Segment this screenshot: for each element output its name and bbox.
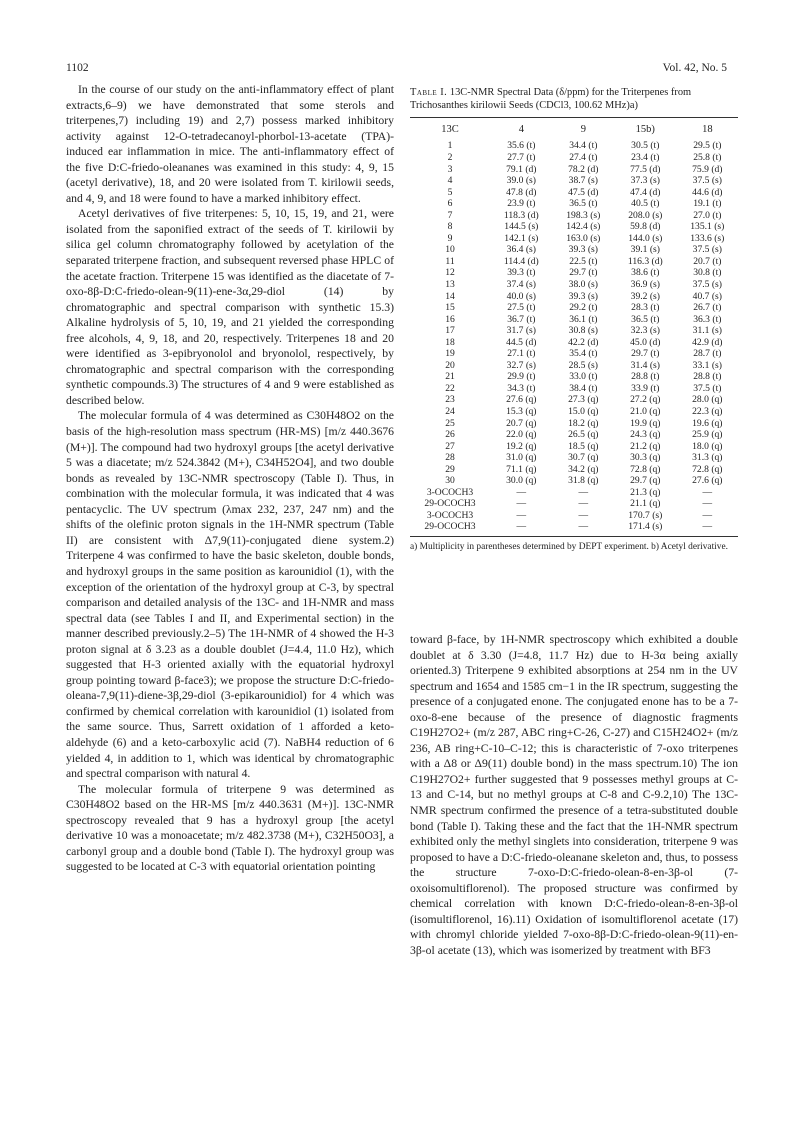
row-label: 13: [445, 278, 455, 290]
table-row: [410, 429, 738, 441]
table-cell: 39.3 (s): [568, 290, 598, 302]
table-cell: 28.0 (q): [692, 394, 723, 406]
table-row: [410, 233, 738, 245]
table-cell: —: [578, 498, 589, 510]
nmr-table: [410, 118, 738, 533]
table-row: [410, 510, 738, 522]
table-cell: 170.7 (s): [628, 509, 663, 521]
row-label: 6: [447, 198, 453, 210]
table-row: [410, 279, 738, 291]
table-cell: 27.5 (t): [507, 302, 536, 314]
table-cell: 29.7 (t): [569, 267, 598, 279]
table-cell: 78.2 (d): [568, 163, 599, 175]
column-header: 9: [580, 123, 586, 135]
table-cell: 37.4 (s): [506, 278, 536, 290]
row-label: 11: [445, 255, 455, 267]
table-cell: 28.7 (t): [693, 348, 722, 360]
table-cell: 38.4 (t): [569, 382, 598, 394]
row-label: 7: [447, 209, 453, 221]
table-cell: 72.8 (q): [692, 463, 723, 475]
table-cell: 35.6 (t): [507, 140, 536, 152]
row-label: 30: [445, 475, 455, 487]
table-cell: 18.2 (q): [568, 417, 599, 429]
table-cell: 33.1 (s): [692, 359, 722, 371]
table-cell: 27.6 (q): [692, 475, 723, 487]
paragraph: toward β-face, by 1H-NMR spectroscopy which exhibited a double doublet at δ 3.30 (J=4.8, 11.7 Hz) due to H-3α being axially oriented.3) Triterpene 9 exhibited absorptions at 254 nm in the UV spectrum and 1654 and 1585 cm−1 in the IR spectrum, suggesting the presence of a conjugated enone. The conjugated enone has to be a 7-oxo-8-ene because of the presence of diagnostic fragments C19H27O2+ (m/z 287, ABC ring+C-26, C-27) and C15H24O2+ (m/z 236, AB ring+C-10–C-12; this is characteristic of 7-oxo triterpenes with a Δ8 or Δ9(11) double bond) in the mass spectrum.10) The ion C19H27O2+ further suggested that 9 possesses methyl groups at C-13 and C-14, but no methyl groups at C-8 and C-9.2,10) The 13C-NMR spectrum confirmed the presence of a tetra-substituted double bond (Table I). Taking these and the fact that the 1H-NMR spectrum exhibited only the methyl singlets into consideration, triterpene 9 was proposed to have a D:C-friedo-oleanane skeleton and, thus, to possess the structure 7-oxo-D:C-friedo-olean-8-en-3β-ol (7-oxoisomultiflorenol). The proposed structure was confirmed by chemical correlation with known D:C-friedo-olean-8-en-3β-ol (isomultiflorenol, 16).11) Oxidation of isomultiflorenol acetate (17) with chromyl chloride yielded 7-oxo-8β-D:C-friedo-olean-9(11)-en-3β-ol acetate (13), which was isomerized by treatment with BF3: [410, 633, 738, 957]
table-cell: 29.9 (t): [507, 371, 536, 383]
table-cell: 144.0 (s): [628, 232, 663, 244]
paragraph: The molecular formula of 4 was determined as C30H48O2 on the basis of the high-resolution mass spectrum (HR-MS) [m/z 440.3676 (M+)]. The compound had two hydroxyl groups [the acetyl derivative 5 was a diacetate; m/z 524.3842 (M+), C34H52O4], and two double bonds as revealed by 13C-NMR spectroscopy (Table I). Thus, in combination with the molecular formula, it was indicated that 4 was pentacyclic. The UV spectrum (λmax 232, 237, 247 nm) and the shifts of the olefinic proton signals in the 1H-NMR spectrum (Table II) are consistent with Δ7,9(11)-conjugated diene system.2) Triterpene 4 was confirmed to have the basic skeleton, double bonds, and hydroxyl groups in the same position as karounidiol (1), with the exception of the orientation of the hydroxyl group at C-3, by spectral comparison and detailed analysis of the 13C- and 1H-NMR and mass spectral data (see Tables I and II, and Experimental section) in the manner described previously.2–5) The 1H-NMR of 4 showed the H-3 proton signal at δ 3.23 as a double doublet (J=4.4, 11.0 Hz), which suggested that H-3 oriented axially with the equatorial hydroxyl group pointing toward β-face3); we propose the structure D:C-friedo-oleana-7,9(11)-diene-3β,29-diol (3-epikarounidiol) for 4 which was confirmed by chemical correlation with karounidiol (1) isolated from the same source. Thus, Sarrett oxidation of 1 afforded a keto-aldehyde (6) and a keto-carboxylic acid (7). NaBH4 reduction of 6 yielded 4, in addition to 1, which was identical by chromatographic and spectral comparison with natural 4.: [66, 409, 394, 781]
row-label: 29-OCOCH3: [424, 521, 476, 533]
table-cell: 36.3 (t): [693, 313, 722, 325]
table-cell: 33.9 (t): [631, 382, 660, 394]
table-cell: —: [702, 521, 713, 533]
table-cell: 19.6 (q): [692, 417, 723, 429]
table-row: [410, 244, 738, 256]
table-cell: 37.3 (s): [630, 175, 660, 187]
table-cell: 31.0 (q): [506, 452, 537, 464]
table-cell: 23.4 (t): [631, 151, 660, 163]
table-body: [410, 140, 738, 533]
table-cell: 15.0 (q): [568, 405, 599, 417]
row-label: 21: [445, 371, 455, 383]
table-bottom-rule: [410, 536, 738, 537]
table-cell: 22.5 (t): [569, 255, 598, 267]
row-label: 16: [445, 313, 455, 325]
table-cell: 39.1 (s): [630, 244, 660, 256]
table-cell: 30.0 (q): [506, 475, 537, 487]
table-row: [410, 498, 738, 510]
table-caption-text: 13C-NMR Spectral Data (δ/ppm) for the Triterpenes from Trichosanthes kirilowii Seeds (CDCl3, 100.62 MHz)a): [410, 87, 692, 112]
table-cell: 77.5 (d): [630, 163, 661, 175]
table-row: [410, 152, 738, 164]
table-cell: 34.3 (t): [507, 382, 536, 394]
table-row: [410, 198, 738, 210]
table-row: [410, 325, 738, 337]
table-cell: 31.4 (s): [630, 359, 660, 371]
table-cell: 24.3 (q): [630, 429, 661, 441]
table-cell: 25.9 (q): [692, 429, 723, 441]
table-cell: 31.7 (s): [506, 325, 536, 337]
table-row: [410, 175, 738, 187]
table-cell: 79.1 (d): [506, 163, 537, 175]
table-cell: 116.3 (d): [627, 255, 663, 267]
table-cell: 20.7 (q): [506, 417, 537, 429]
table-cell: 26.7 (t): [693, 302, 722, 314]
table-cell: 29.2 (t): [569, 302, 598, 314]
table-cell: 118.3 (d): [503, 209, 539, 221]
table-cell: 27.2 (q): [630, 394, 661, 406]
table-cell: 208.0 (s): [628, 209, 663, 221]
table-cell: 38.0 (s): [568, 278, 598, 290]
row-label: 29-OCOCH3: [424, 498, 476, 510]
table-cell: 142.4 (s): [566, 221, 601, 233]
row-label: 9: [447, 232, 453, 244]
row-label: 15: [445, 302, 455, 314]
table-cell: 22.3 (q): [692, 405, 723, 417]
table-cell: 59.8 (d): [630, 221, 661, 233]
table-cell: 34.4 (t): [569, 140, 598, 152]
row-label: 10: [445, 244, 455, 256]
table-row: [410, 267, 738, 279]
table-cell: —: [578, 521, 589, 533]
table-cell: 40.7 (s): [692, 290, 722, 302]
table-row: [410, 394, 738, 406]
table-cell: 27.6 (q): [506, 394, 537, 406]
table-row: [410, 418, 738, 430]
row-label: 17: [445, 325, 455, 337]
table-cell: 37.5 (s): [692, 244, 722, 256]
table-row: [410, 291, 738, 303]
row-label: 4: [447, 175, 453, 187]
table-cell: 28.8 (t): [631, 371, 660, 383]
column-header: 4: [518, 123, 524, 135]
table-row: [410, 406, 738, 418]
table-cell: 30.3 (q): [630, 452, 661, 464]
table-cell: 114.4 (d): [503, 255, 539, 267]
table-cell: 72.8 (q): [630, 463, 661, 475]
left-column: [66, 82, 394, 875]
table-cell: 44.5 (d): [506, 336, 537, 348]
column-header: 13C: [441, 123, 459, 135]
table-cell: 47.4 (d): [630, 186, 661, 198]
table-cell: —: [516, 521, 527, 533]
table-cell: 40.0 (s): [506, 290, 536, 302]
row-label: 27: [445, 440, 455, 452]
table-cell: 163.0 (s): [566, 232, 601, 244]
table-cell: 18.0 (q): [692, 440, 723, 452]
volume-info: Vol. 42, No. 5: [662, 62, 727, 74]
table-cell: 30.7 (q): [568, 452, 599, 464]
table-row: [410, 360, 738, 372]
table-cell: 47.5 (d): [568, 186, 599, 198]
table-cell: 26.5 (q): [568, 429, 599, 441]
row-label: 20: [445, 359, 455, 371]
table-cell: 39.3 (s): [568, 244, 598, 256]
table-row: [410, 314, 738, 326]
table-cell: 40.5 (t): [631, 198, 660, 210]
row-label: 5: [447, 186, 453, 198]
table-cell: 36.4 (s): [506, 244, 536, 256]
table-cell: 39.0 (s): [506, 175, 536, 187]
table-row: [410, 487, 738, 499]
table-row: [410, 475, 738, 487]
table-cell: 31.8 (q): [568, 475, 599, 487]
table-cell: 36.1 (t): [569, 313, 598, 325]
table-cell: 45.0 (d): [630, 336, 661, 348]
page-number: 1102: [66, 62, 89, 74]
table-cell: 28.5 (s): [568, 359, 598, 371]
column-header: 18: [702, 123, 713, 135]
table-cell: 28.3 (t): [631, 302, 660, 314]
row-label: 8: [447, 221, 453, 233]
table-cell: 71.1 (q): [506, 463, 537, 475]
table-cell: 27.7 (t): [507, 151, 536, 163]
table-cell: 42.2 (d): [568, 336, 599, 348]
row-label: 1: [447, 140, 453, 152]
table-cell: —: [516, 498, 527, 510]
paragraph: The molecular formula of triterpene 9 was determined as C30H48O2 based on the HR-MS [m/z 440.3631 (M+)]. 13C-NMR spectroscopy revealed that 9 has a hydroxyl group [the acetyl derivative 10 was a monoacetate; m/z 482.3738 (M+), C32H50O3], a carbonyl group and a double bond (Table I). The hydroxyl group was suggested to be located at C-3 with equatorial orientation pointing: [66, 782, 394, 874]
table-cell: 36.9 (s): [630, 278, 660, 290]
table-row: [410, 464, 738, 476]
table-cell: 135.1 (s): [690, 221, 725, 233]
table-cell: 198.3 (s): [566, 209, 601, 221]
table-cell: 29.7 (q): [630, 475, 661, 487]
table-cell: 18.5 (q): [568, 440, 599, 452]
table-cell: 39.3 (t): [507, 267, 536, 279]
table-cell: 42.9 (d): [692, 336, 723, 348]
table-row: [410, 187, 738, 199]
table-cell: 36.5 (t): [631, 313, 660, 325]
table-cell: —: [578, 486, 589, 498]
row-label: 14: [445, 290, 455, 302]
table-1: [410, 86, 738, 553]
table-cell: 30.8 (s): [568, 325, 598, 337]
table-cell: 19.2 (q): [506, 440, 537, 452]
table-cell: 21.3 (q): [630, 486, 661, 498]
row-label: 3: [447, 163, 453, 175]
table-cell: 30.5 (t): [631, 140, 660, 152]
table-cell: 19.9 (q): [630, 417, 661, 429]
table-cell: 37.5 (t): [693, 382, 722, 394]
table-cell: 27.4 (t): [569, 151, 598, 163]
table-caption: [410, 86, 738, 112]
table-cell: 27.0 (t): [693, 209, 722, 221]
table-cell: 15.3 (q): [506, 405, 537, 417]
table-cell: 25.8 (t): [693, 151, 722, 163]
table-cell: 36.7 (t): [507, 313, 536, 325]
table-cell: 171.4 (s): [628, 521, 663, 533]
table-cell: 33.0 (t): [569, 371, 598, 383]
table-cell: 21.0 (q): [630, 405, 661, 417]
table-cell: 23.9 (t): [507, 198, 536, 210]
row-label: 2: [447, 151, 453, 163]
table-label: Table I.: [410, 87, 448, 98]
table-cell: 44.6 (d): [692, 186, 723, 198]
table-cell: 47.8 (d): [506, 186, 537, 198]
table-cell: 20.7 (t): [693, 255, 722, 267]
row-label: 28: [445, 452, 455, 464]
table-header-row: [410, 118, 738, 140]
table-row: [410, 441, 738, 453]
table-cell: 32.3 (s): [630, 325, 660, 337]
table-cell: 37.5 (s): [692, 175, 722, 187]
table-cell: 21.2 (q): [630, 440, 661, 452]
table-cell: 27.3 (q): [568, 394, 599, 406]
table-cell: —: [702, 498, 713, 510]
row-label: 25: [445, 417, 455, 429]
table-cell: —: [516, 486, 527, 498]
table-row: [410, 337, 738, 349]
row-label: 19: [445, 348, 455, 360]
row-label: 18: [445, 336, 455, 348]
table-cell: 37.5 (s): [692, 278, 722, 290]
row-label: 29: [445, 463, 455, 475]
row-label: 26: [445, 429, 455, 441]
table-cell: —: [702, 486, 713, 498]
table-cell: 29.7 (t): [631, 348, 660, 360]
table-cell: 75.9 (d): [692, 163, 723, 175]
paragraph: Acetyl derivatives of five triterpenes: 5, 10, 15, 19, and 21, were isolated from the saponified extract of the seeds of T. kirilowii by silica gel column chromatography followed by acetylation of the separated triterpene fraction, and subsequent reversed phase HPLC of the acetate fraction. Triterpene 15 was identified as the diacetate of 7-oxo-8β-D:C-friedo-olean-9(11)-ene-3α,29-diol (14) by chromatographic and spectral comparison with synthetic 15.3) Alkaline hydrolysis of 5, 10, 19, and 21 yielded the corresponding free alcohols, 4, 9, 18, and 20, respectively. Triterpenes 18 and 20 were identified as 3-epibryonolol and bryonolol, respectively, by chromatographic and spectral comparison with the corresponding synthetic compounds.3) The structures of 4 and 9 were established as described below.: [66, 207, 394, 407]
table-cell: 34.2 (q): [568, 463, 599, 475]
table-cell: 19.1 (t): [693, 198, 722, 210]
row-label: 3-OCOCH3: [426, 486, 474, 498]
table-cell: —: [578, 509, 589, 521]
table-cell: 21.1 (q): [630, 498, 661, 510]
table-cell: 133.6 (s): [690, 232, 725, 244]
right-column: [410, 632, 738, 958]
table-cell: 35.4 (t): [569, 348, 598, 360]
table-cell: 38.7 (s): [568, 175, 598, 187]
table-cell: 22.0 (q): [506, 429, 537, 441]
table-cell: 29.5 (t): [693, 140, 722, 152]
table-row: [410, 210, 738, 222]
table-cell: 38.6 (t): [631, 267, 660, 279]
column-header: 15b): [635, 123, 655, 135]
table-footnote: a) Multiplicity in parentheses determined by DEPT experiment. b) Acetyl derivative.: [410, 542, 728, 552]
table-cell: 27.1 (t): [507, 348, 536, 360]
table-row: [410, 371, 738, 383]
table-row: [410, 452, 738, 464]
table-row: [410, 256, 738, 268]
table-cell: 39.2 (s): [630, 290, 660, 302]
table-cell: 32.7 (s): [506, 359, 536, 371]
row-label: 22: [445, 382, 455, 394]
table-row: [410, 348, 738, 360]
row-label: 23: [445, 394, 455, 406]
paragraph: In the course of our study on the anti-inflammatory effect of plant extracts,6–9) we have demonstrated that some sterols and triterpenes,7) including 19) and 2,7) possess marked inhibitory activity against 12-O-tetradecanoyl-phorbol-13-acetate (TPA)-induced ear inflammation in mice. The anti-inflammatory effect of the five D:C-friedo-oleananes was examined in this study: 4, 9, 15 (acetyl derivative), 18, and 20 were isolated from T. kirilowii seeds, and 4, 9, and 18 were found to have a marked inhibitory effect.: [66, 83, 394, 205]
table-row: [410, 302, 738, 314]
table-cell: 28.8 (t): [693, 371, 722, 383]
table-cell: 31.3 (q): [692, 452, 723, 464]
table-cell: 36.5 (t): [569, 198, 598, 210]
row-label: 24: [445, 405, 455, 417]
table-cell: 142.1 (s): [504, 232, 539, 244]
table-cell: 30.8 (t): [693, 267, 722, 279]
table-cell: —: [516, 509, 527, 521]
row-label: 12: [445, 267, 455, 279]
table-row: [410, 521, 738, 533]
table-cell: 31.1 (s): [692, 325, 722, 337]
table-row: [410, 383, 738, 395]
table-row: [410, 140, 738, 152]
table-row: [410, 164, 738, 176]
table-row: [410, 221, 738, 233]
table-cell: 144.5 (s): [504, 221, 539, 233]
row-label: 3-OCOCH3: [426, 509, 474, 521]
table-cell: —: [702, 509, 713, 521]
